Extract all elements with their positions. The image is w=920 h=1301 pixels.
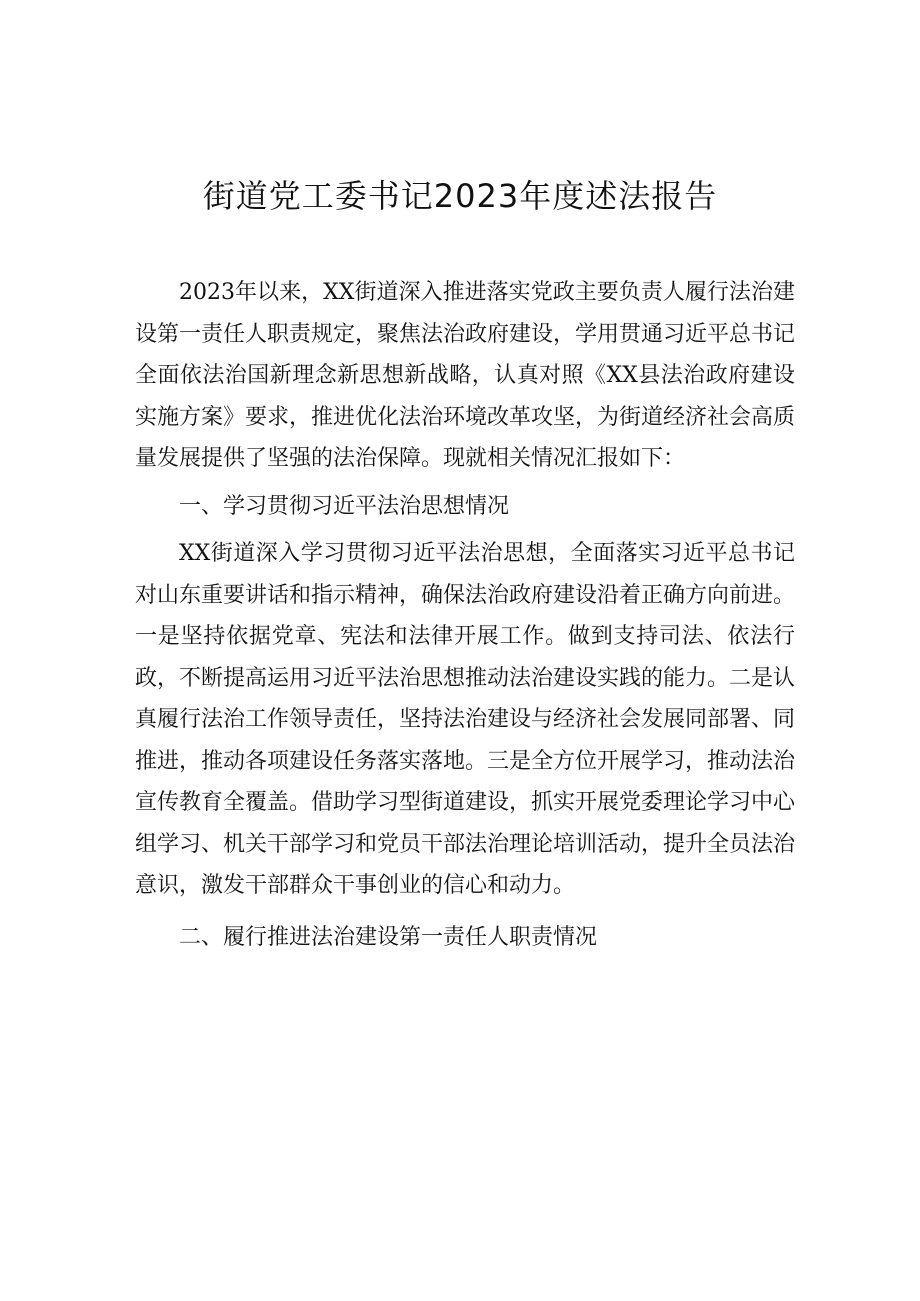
- document-title: 街道党工委书记2023年度述法报告: [202, 177, 718, 215]
- section-heading-1: 一、学习贯彻习近平法治思想情况: [179, 493, 510, 519]
- document-body: [135, 272, 795, 958]
- intro-paragraph: 2023年以来，XX街道深入推进落实党政主要负责人履行法治建设第一责任人职责规定，聚焦法治政府建设，学用贯通习近平总书记全面依法治国新理念新思想新战略，认真对照《XX县法治政府建设实施方案》要求，推进优化法治环境改革攻坚，为街道经济社会高质量发展提供了坚强的法治保障。现就相关情况汇报如下：: [135, 280, 796, 471]
- section-1-paragraph: XX街道深入学习贯彻习近平法治思想，全面落实习近平总书记对山东重要讲话和指示精神，确保法治政府建设沿着正确方向前进。一是坚持依据党章、宪法和法律开展工作。做到支持司法、依法行政，不断提高运用习近平法治思想推动法治建设实践的能力。二是认真履行法治工作领导责任，坚持法治建设与经济社会发展同部署、同推进，推动各项建设任务落实落地。三是全方位开展学习，推动法治宣传教育全覆盖。借助学习型街道建设，抓实开展党委理论学习中心组学习、机关干部学习和党员干部法治理论培训活动，提升全员法治意识，激发干部群众干事创业的信心和动力。: [135, 541, 796, 898]
- section-heading-2: 二、履行推进法治建设第一责任人职责情况: [179, 924, 598, 950]
